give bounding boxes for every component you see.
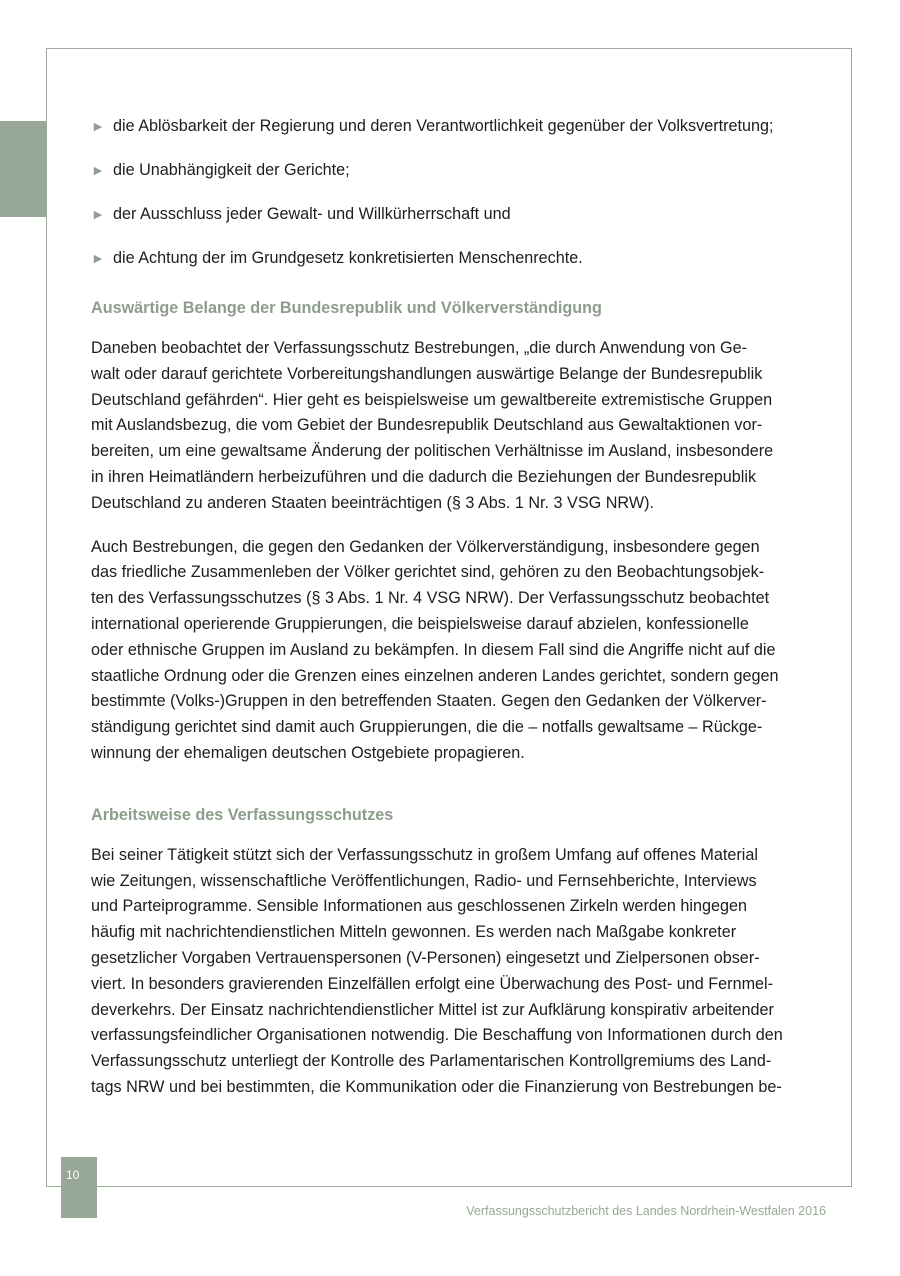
footer-title: Verfassungsschutzbericht des Landes Nordrhein-Westfalen 2016 [466, 1204, 826, 1218]
arrow-right-icon: ► [91, 162, 105, 178]
arrow-right-icon: ► [91, 206, 105, 222]
section-heading-arbeitsweise: Arbeitsweise des Verfassungsschutzes [91, 805, 394, 824]
arrow-right-icon: ► [91, 118, 105, 134]
bullet-item: ► die Unabhängigkeit der Gerichte; [91, 158, 831, 182]
bullet-item: ► der Ausschluss jeder Gewalt- und Willkürherrschaft und [91, 202, 831, 226]
page-number-box [61, 1157, 97, 1218]
chapter-tab [0, 121, 46, 217]
paragraph: Auch Bestrebungen, die gegen den Gedanken der Völkerverständigung, insbesondere gegen das friedliche Zusammenleben der Völker gerichtet sind, gehören zu den Beobachtungsobjek- ten des Verfassungsschutzes (§ 3 Abs. 1 Nr. 4 VSG NRW). Der Verfassungsschutz beobachtet international operierende Gruppierungen, die beispielsweise darauf abzielen, konfessionelle oder ethnische Gruppen im Ausland zu bekämpfen. In diesem Fall sind die Angriffe nicht auf die staatliche Ordnung oder die Grenzen eines einzelnen anderen Landes gerichtet, sondern gegen bestimmte (Volks-)Gruppen in den betreffenden Staaten. Gegen den Gedanken der Völkerver- ständigung gerichtet sind damit auch Gruppierungen, die die – notfalls gewaltsame – Rückge- winnung der ehemaligen deutschen Ostgebiete propagieren. [91, 537, 779, 762]
paragraph: Daneben beobachtet der Verfassungsschutz Bestrebungen, „die durch Anwendung von Ge- walt oder darauf gerichtete Vorbereitungshandlungen auswärtige Belange der Bundesrepublik Deutschland gefährden“. Hier geht es beispielsweise um gewaltbereite extremistische Gruppen mit Auslandsbezug, die vom Gebiet der Bundesrepublik Deutschland aus Gewaltaktionen vor- bereiten, um eine gewaltsame Änderung der politischen Verhältnisse im Ausland, insbesondere in ihren Heimatländern herbeizuführen und die dadurch die Beziehungen der Bundesrepublik Deutschland zu anderen Staaten beeinträchtigen (§ 3 Abs. 1 Nr. 3 VSG NRW). [91, 339, 774, 512]
bullet-item: ► die Ablösbarkeit der Regierung und deren Verantwortlichkeit gegenüber der Volksvertretung; [91, 114, 831, 138]
bullet-item: ► die Achtung der im Grundgesetz konkretisierten Menschenrechte. [91, 246, 831, 270]
arrow-right-icon: ► [91, 250, 105, 266]
page-number: 10 [66, 1168, 80, 1182]
paragraph: Bei seiner Tätigkeit stützt sich der Verfassungsschutz in großem Umfang auf offenes Material wie Zeitungen, wissenschaftliche Veröffentlichungen, Radio- und Fernsehberichte, Interviews und Parteiprogramme. Sensible Informationen aus geschlossenen Zirkeln werden hingegen häufig mit nachrichtendienstlichen Mitteln gewonnen. Es werden nach Maßgabe konkreter gesetzlicher Vorgaben Vertrauenspersonen (V-Personen) eingesetzt und Zielpersonen obser- viert. In besonders gravierenden Einzelfällen erfolgt eine Überwachung des Post- und Fernmel- deverkehrs. Der Einsatz nachrichtendienstlicher Mittel ist zur Aufklärung konspirativ arbeitender verfassungsfeindlicher Organisationen notwendig. Die Beschaffung von Informationen durch den Verfassungsschutz unterliegt der Kontrolle des Parlamentarischen Kontrollgremiums des Land- tags NRW und bei bestimmten, die Kommunikation oder die Finanzierung von Bestrebungen be- [91, 845, 783, 1096]
page-content [91, 114, 831, 1101]
section-heading-auswaertige-belange: Auswärtige Belange der Bundesrepublik und Völkerverständigung [91, 299, 602, 317]
bullet-list [91, 114, 831, 270]
